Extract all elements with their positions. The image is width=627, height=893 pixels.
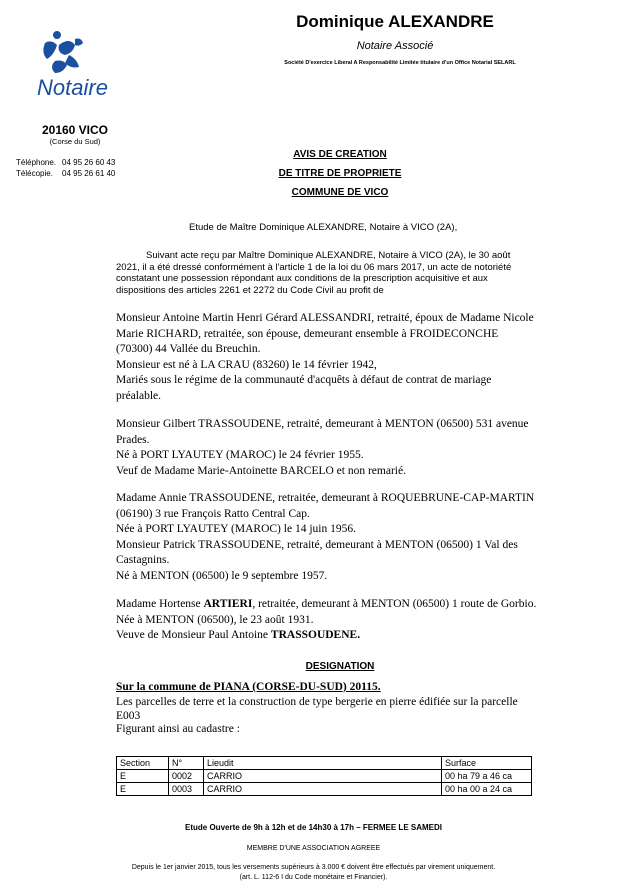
text-fragment: , retraitée, son épouse, demeurant ensemble à FROIDECONCHE	[198, 327, 499, 340]
table-row	[117, 770, 532, 783]
phone-label: Téléphone.	[16, 158, 57, 167]
title-line-1: AVIS DE CREATION	[293, 149, 387, 160]
surname: RICHARD	[146, 327, 199, 340]
header-lieudit: Lieudit	[204, 757, 442, 770]
designation-line: E003	[116, 709, 141, 722]
intro-line: Etude de Maître Dominique ALEXANDRE, Notaire à VICO (2A),	[189, 222, 458, 233]
designation-line: Figurant ainsi au cadastre :	[116, 723, 240, 735]
party-line	[116, 327, 606, 343]
designation-line: Les parcelles de terre et la construction de type bergerie en pierre édifiée sur la parcelle	[116, 696, 518, 708]
notary-name: Dominique ALEXANDRE	[296, 12, 494, 31]
party-line	[116, 597, 606, 613]
text-fragment: , retraitée, demeurant à MENTON (06500) 1 route de Gorbio.	[252, 598, 537, 610]
notary-role: Notaire Associé	[356, 40, 434, 52]
surname: TRASSOUDENE.	[270, 629, 361, 641]
cadastre-table	[116, 756, 532, 796]
header-section: Section	[117, 757, 169, 770]
fax-number: 04 95 26 61 40	[62, 169, 116, 178]
association-member: MEMBRE D'UNE ASSOCIATION AGREEE	[246, 845, 381, 852]
party-line: Mariés sous le régime de la communauté d'acquêts à défaut de contrat de mariage	[116, 374, 492, 386]
party-line: Né à MENTON (06500) le 9 septembre 1957.	[116, 569, 328, 582]
opening-hours: Etude Ouverte de 9h à 12h et de 14h30 à 17h – FERMEE LE SAMEDI	[185, 823, 442, 832]
table-header-row	[117, 757, 532, 770]
party-line: Veuf de Madame Marie-Antoinette BARCELO et non remarié.	[116, 464, 406, 477]
office-city: 20160 VICO	[41, 123, 109, 137]
party-line: Monsieur est né à LA CRAU (83260) le 14 février 1942,	[116, 358, 377, 371]
header-number: N°	[169, 757, 204, 770]
party-line: préalable.	[116, 389, 162, 402]
party-line: Castagnins.	[116, 554, 170, 566]
office-region: (Corse du Sud)	[49, 137, 101, 146]
text-fragment: Madame Hortense	[116, 598, 204, 610]
cell-number: 0003	[169, 783, 204, 796]
cell-surface: 00 ha 00 a 24 ca	[442, 783, 532, 796]
cell-lieudit: CARRIO	[204, 783, 442, 796]
text-fragment: Marie	[116, 327, 147, 340]
party-line: Né à PORT LYAUTEY (MAROC) le 24 février 1955.	[116, 449, 364, 461]
cell-surface: 00 ha 79 a 46 ca	[442, 770, 532, 783]
party-line: Monsieur Patrick TRASSOUDENE, retraité, demeurant à MENTON (06500) 1 Val des	[116, 538, 518, 551]
party-line: Monsieur Gilbert TRASSOUDENE, retraité, demeurant à MENTON (06500) 531 avenue	[116, 418, 529, 430]
acte-paragraph	[116, 250, 596, 296]
designation-title: DESIGNATION	[305, 661, 375, 672]
designation-commune: Sur la commune de PIANA (CORSE-DU-SUD) 20115.	[116, 681, 381, 693]
party-line: (70300) 44 Vallée du Breuchin.	[116, 343, 261, 355]
title-line-2: DE TITRE DE PROPRIETE	[278, 168, 402, 179]
party-line: Née à MENTON (06500), le 23 août 1931.	[116, 613, 314, 626]
legal-notice-2: (art. L. 112-6 I du Code monétaire et Financier).	[239, 874, 388, 881]
party-line: Monsieur Antoine Martin Henri Gérard ALESSANDRI, retraité, époux de Madame Nicole	[116, 312, 534, 324]
table-row	[117, 783, 532, 796]
party-gilbert	[116, 417, 606, 479]
party-line: Prades.	[116, 433, 150, 446]
party-line: (06190) 3 rue François Ratto Central Cap.	[116, 507, 310, 520]
party-hortense	[116, 597, 606, 644]
acte-line: Suivant acte reçu par Maître Dominique ALEXANDRE, Notaire à VICO (2A), le 30 août	[146, 250, 511, 261]
text-fragment: Veuve de Monsieur Paul Antoine	[116, 629, 271, 641]
cell-section: E	[117, 770, 169, 783]
cell-lieudit: CARRIO	[204, 770, 442, 783]
party-line: Madame Annie TRASSOUDENE, retraitée, demeurant à ROQUEBRUNE-CAP-MARTIN	[116, 492, 535, 504]
cell-section: E	[117, 783, 169, 796]
party-line	[116, 628, 606, 644]
phone-number: 04 95 26 60 43	[62, 158, 116, 167]
header-surface: Surface	[442, 757, 532, 770]
designation-text	[116, 696, 606, 737]
legal-notice-1: Depuis le 1er janvier 2015, tous les versements supérieurs à 3.000 € doivent être effectués par virement uniquement.	[131, 864, 496, 871]
contact-block	[16, 157, 115, 179]
acte-line: 2021, il a été dressé conformément à l'article 1 de la loi du 06 mars 2017, un acte de notoriété	[116, 261, 512, 273]
party-alessandri	[116, 311, 606, 404]
party-annie-patrick	[116, 491, 606, 584]
party-line: Née à PORT LYAUTEY (MAROC) le 14 juin 1956.	[116, 523, 356, 535]
fax-label: Télécopie.	[16, 169, 53, 178]
cell-number: 0002	[169, 770, 204, 783]
acte-line: dispositions des articles 2261 et 2272 du Code Civil au profit de	[116, 284, 384, 296]
title-line-3: COMMUNE DE VICO	[291, 187, 389, 198]
logo-wordmark: Notaire	[37, 75, 108, 100]
acte-line: constatant une possession répondant aux conditions de la prescription acquisitive et aux	[116, 273, 488, 284]
society-line: Société D'exercice Liberal A Responsabilité Limitée titulaire d'un Office Notarial SELARL	[284, 60, 516, 66]
surname: ARTIERI	[203, 598, 253, 610]
